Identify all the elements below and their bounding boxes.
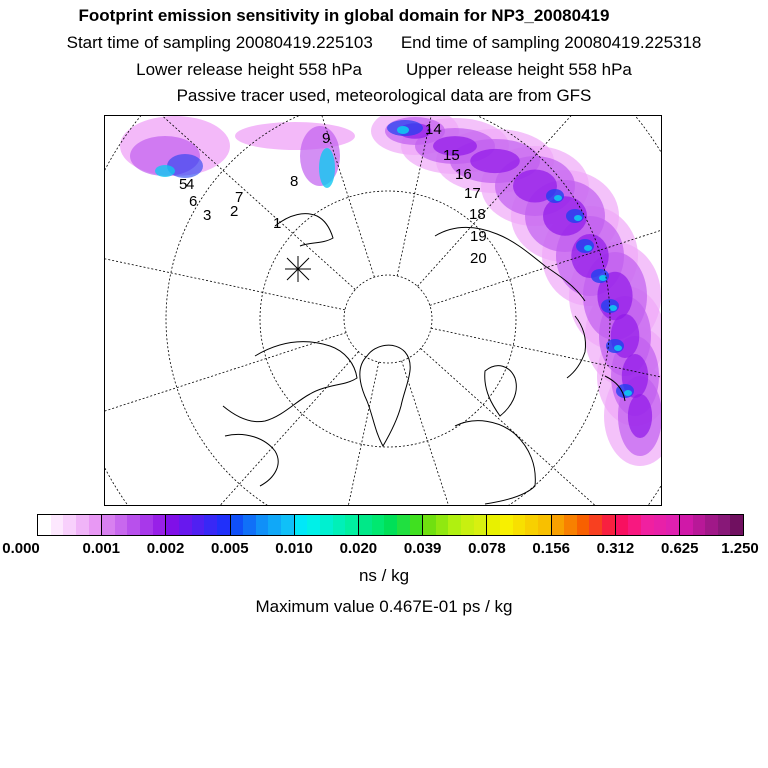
colorbar-swatch	[538, 515, 551, 535]
colorbar-swatch	[217, 515, 230, 535]
colorbar-swatch	[166, 515, 179, 535]
tracer-note: Passive tracer used, meteorological data are from GFS	[176, 86, 592, 105]
coastline-hudson	[225, 434, 278, 486]
plume-blob	[576, 239, 594, 253]
traj-label-2: 2	[230, 203, 239, 220]
colorbar-swatch	[552, 515, 565, 535]
colorbar-swatch	[51, 515, 64, 535]
sensitivity-plume-layer	[120, 116, 662, 466]
colorbar-segment	[487, 515, 551, 535]
colorbar-tick: 0.005	[211, 540, 249, 557]
colorbar-swatch	[680, 515, 693, 535]
colorbar-swatch	[564, 515, 577, 535]
colorbar-segment	[359, 515, 423, 535]
colorbar-segment	[680, 515, 743, 535]
colorbar-swatch	[730, 515, 743, 535]
plume-blob	[397, 126, 409, 134]
colorbar-swatch	[589, 515, 602, 535]
colorbar-swatch	[295, 515, 308, 535]
colorbar-tick: 0.625	[660, 540, 699, 557]
plume-blob	[628, 394, 652, 438]
colorbar-swatch	[89, 515, 102, 535]
plume-blob	[584, 245, 592, 251]
meridian-line	[402, 361, 605, 506]
end-time-label: End time of sampling 20080419.225318	[400, 33, 702, 52]
colorbar-swatch	[153, 515, 166, 535]
colorbar-tick: 1.250	[721, 540, 759, 557]
colorbar-swatch	[616, 515, 629, 535]
traj-label-20: 20	[470, 250, 487, 267]
meridian-line	[105, 173, 345, 309]
colorbar-swatch	[192, 515, 205, 535]
page-title: Footprint emission sensitivity in global domain for NP3_20080419	[78, 6, 610, 25]
start-time-label: Start time of sampling 20080419.225103	[66, 33, 373, 52]
plume-blob	[319, 148, 335, 188]
colorbar-swatch	[115, 515, 128, 535]
colorbar-swatch	[320, 515, 333, 535]
upper-release-label: Upper release height 558 hPa	[406, 60, 632, 79]
colorbar-swatch	[102, 515, 115, 535]
traj-label-14: 14	[425, 121, 442, 138]
colorbar-swatch	[474, 515, 487, 535]
plume-blob	[470, 149, 520, 173]
colorbar-swatch	[487, 515, 500, 535]
colorbar-swatch	[140, 515, 153, 535]
coastline-europe	[455, 421, 535, 504]
colorbar-swatch	[397, 515, 410, 535]
plume-blob	[566, 209, 584, 223]
colorbar-tick: 0.001	[82, 540, 121, 557]
colorbar	[37, 514, 744, 536]
release-asterisk-marker	[285, 256, 311, 282]
colorbar-swatch	[602, 515, 615, 535]
latitude-circle-80	[344, 275, 432, 363]
colorbar-swatch	[38, 515, 51, 535]
colorbar-swatch	[577, 515, 590, 535]
colorbar-swatch	[705, 515, 718, 535]
colorbar-swatch	[641, 515, 654, 535]
plume-blob	[155, 165, 175, 177]
coastline-scandinavia	[485, 366, 517, 416]
colorbar-swatch	[436, 515, 449, 535]
colorbar-segment	[38, 515, 102, 535]
traj-label-1: 1	[273, 215, 282, 232]
traj-label-4: 4	[186, 176, 195, 193]
traj-label-6: 6	[189, 193, 198, 210]
colorbar-segment	[102, 515, 166, 535]
colorbar-swatch	[410, 515, 423, 535]
colorbar-swatch	[628, 515, 641, 535]
colorbar-segment	[552, 515, 616, 535]
meridian-line	[105, 352, 359, 506]
coastline-canada	[223, 342, 357, 422]
colorbar-swatch	[256, 515, 269, 535]
plume-blob	[574, 215, 582, 221]
traj-label-19: 19	[470, 228, 487, 245]
traj-label-8: 8	[290, 173, 299, 190]
traj-label-7: 7	[235, 189, 244, 206]
colorbar-swatch	[76, 515, 89, 535]
colorbar-segment	[616, 515, 680, 535]
colorbar-swatch	[307, 515, 320, 535]
plume-blob	[554, 195, 562, 201]
colorbar-swatch	[423, 515, 436, 535]
colorbar-swatch	[718, 515, 731, 535]
colorbar-swatch	[513, 515, 526, 535]
colorbar-swatch	[63, 515, 76, 535]
traj-label-17: 17	[464, 185, 481, 202]
colorbar-swatch	[448, 515, 461, 535]
colorbar-tick: 0.020	[339, 540, 378, 557]
colorbar-segment	[295, 515, 359, 535]
traj-label-18: 18	[469, 206, 486, 223]
units-label: ns / kg	[358, 566, 410, 585]
colorbar-swatch	[127, 515, 140, 535]
colorbar-swatch	[654, 515, 667, 535]
traj-label-3: 3	[203, 207, 212, 224]
colorbar-swatch	[461, 515, 474, 535]
traj-label-15: 15	[443, 147, 460, 164]
colorbar-swatch	[693, 515, 706, 535]
polar-map-svg	[105, 116, 662, 506]
plume-blob	[614, 345, 622, 351]
sampling-times-row	[0, 33, 768, 53]
colorbar-swatch	[231, 515, 244, 535]
colorbar-swatch	[666, 515, 679, 535]
colorbar-segment	[166, 515, 230, 535]
meridian-line	[105, 333, 346, 506]
colorbar-tick: 0.078	[468, 540, 506, 557]
colorbar-swatch	[243, 515, 256, 535]
coastline-alaska	[275, 214, 333, 246]
lower-release-label: Lower release height 558 hPa	[136, 60, 362, 79]
maximum-value-label: Maximum value 0.467E-01 ps / kg	[255, 597, 513, 616]
colorbar-swatch	[345, 515, 358, 535]
colorbar-tick: 0.000	[2, 540, 40, 557]
colorbar-swatch	[372, 515, 385, 535]
colorbar-swatch	[500, 515, 513, 535]
colorbar-swatch	[179, 515, 192, 535]
colorbar-tick: 0.156	[532, 540, 570, 557]
release-heights-row	[0, 60, 768, 80]
colorbar-swatch	[204, 515, 217, 535]
colorbar-tick-labels	[0, 540, 768, 560]
colorbar-swatch	[268, 515, 281, 535]
traj-label-9: 9	[322, 130, 331, 147]
polar-map-panel	[104, 115, 662, 506]
colorbar-tick: 0.010	[275, 540, 313, 557]
plume-blob	[546, 189, 564, 203]
colorbar-swatch	[359, 515, 372, 535]
colorbar-swatch	[281, 515, 294, 535]
plume-blob	[606, 339, 624, 353]
colorbar-swatch	[333, 515, 346, 535]
traj-label-16: 16	[455, 166, 472, 183]
colorbar-segment	[423, 515, 487, 535]
colorbar-swatch	[384, 515, 397, 535]
traj-label-5: 5	[179, 176, 188, 193]
colorbar-swatch	[525, 515, 538, 535]
colorbar-segment	[231, 515, 295, 535]
colorbar-tick: 0.312	[596, 540, 635, 557]
coastline-greenland	[360, 345, 410, 446]
colorbar-tick: 0.002	[146, 540, 185, 557]
plume-blob	[624, 390, 632, 396]
plume-blob	[591, 269, 609, 283]
colorbar-tick: 0.039	[403, 540, 442, 557]
